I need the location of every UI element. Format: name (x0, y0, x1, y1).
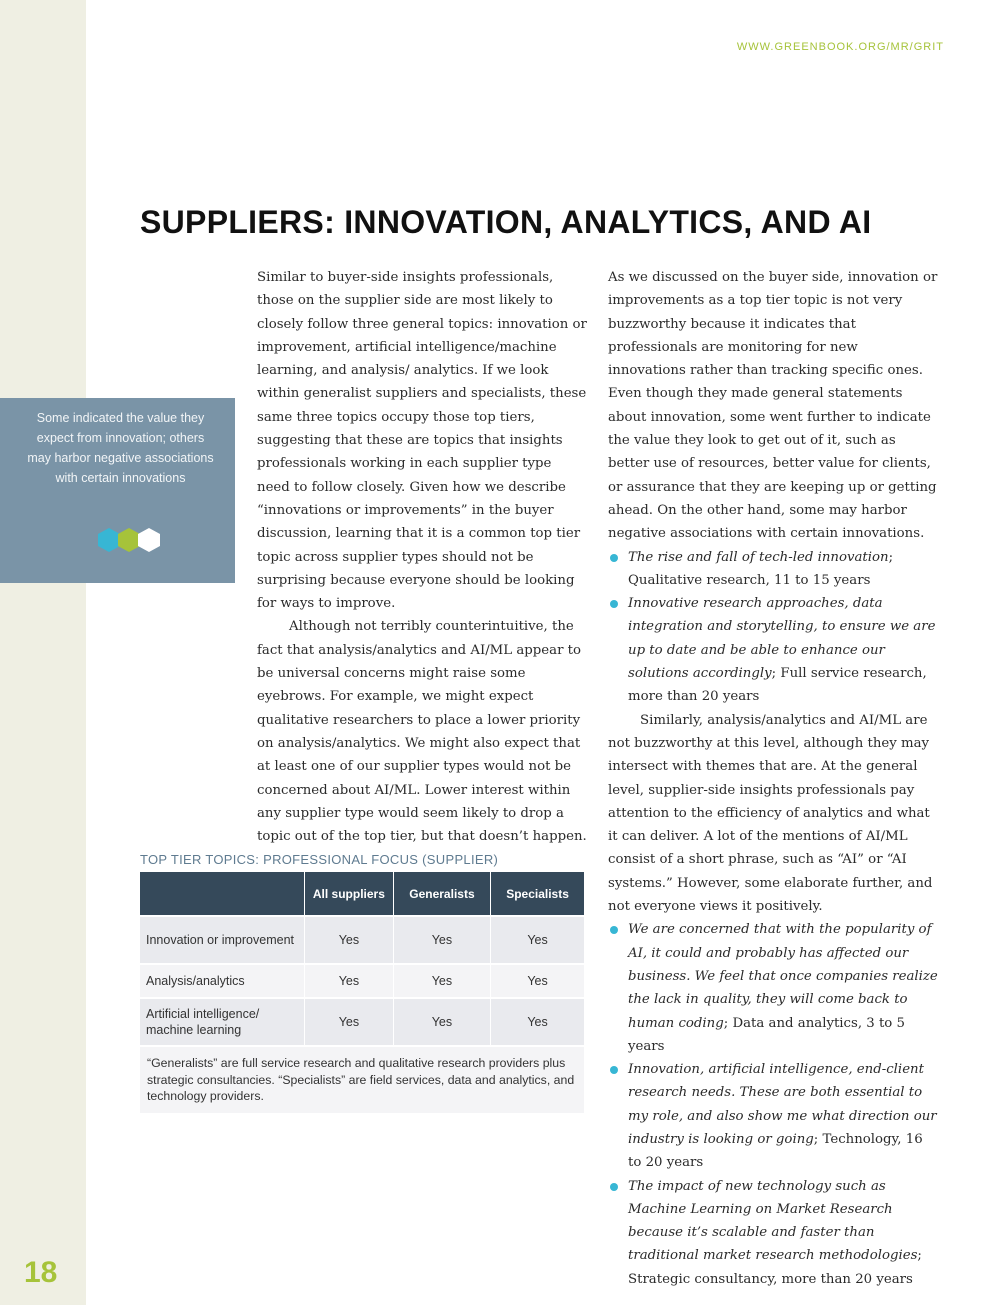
table-note: “Generalists” are full service research and qualitative research providers plus strategic consultancies. “Specialists” are field services, data and analytics, and technology providers. (140, 1046, 584, 1113)
table-title: TOP TIER TOPICS: PROFESSIONAL FOCUS (SUPPLIER) (140, 852, 499, 867)
bullet-icon (610, 1066, 618, 1074)
quote-attribution: ; Qualitative research, 11 to 15 years (628, 549, 894, 588)
page-title: SUPPLIERS: INNOVATION, ANALYTICS, AND AI (140, 204, 872, 240)
table-row (140, 998, 584, 1046)
table-cell: Yes (393, 964, 490, 998)
table-row (140, 964, 584, 998)
quote-attribution: ; Full service research, more than 20 years (628, 666, 927, 705)
table-header-cell: All suppliers (305, 872, 394, 916)
topics-table (140, 872, 584, 1113)
row-label: Artificial intelligence/ machine learning (140, 998, 305, 1046)
callout-text: Some indicated the value they expect from innovation; others may harbor negative associations with certain innovations (27, 411, 214, 485)
bullet-icon (610, 1183, 618, 1191)
table-row (140, 916, 584, 964)
right-text-column (608, 266, 938, 1291)
quote-item (608, 592, 938, 708)
page-number: 18 (24, 1256, 58, 1289)
green-hexagon-icon (118, 528, 140, 552)
table-header-cell: Generalists (393, 872, 490, 916)
quote-text: The impact of new technology such as Machine Learning on Market Research because it’s scalable and faster than traditional market research methodologies (628, 1178, 918, 1264)
table-cell: Yes (393, 998, 490, 1046)
row-label: Innovation or improvement (140, 916, 305, 964)
left-text-column (257, 266, 587, 848)
quote-list (608, 918, 938, 1291)
table-header-row (140, 872, 584, 916)
table-header-cell (140, 872, 305, 916)
blue-hexagon-icon (98, 528, 120, 552)
quote-item (608, 1175, 938, 1291)
table-note-row (140, 1046, 584, 1113)
hexagon-decoration (98, 528, 168, 558)
table-cell: Yes (491, 916, 584, 964)
table-header-cell: Specialists (491, 872, 584, 916)
table-cell: Yes (491, 998, 584, 1046)
quote-attribution: ; Data and analytics, 3 to 5 years (628, 1015, 905, 1054)
quote-item (608, 546, 938, 593)
quote-attribution: ; Strategic consultancy, more than 20 years (628, 1248, 922, 1287)
quote-list (608, 546, 938, 709)
row-label: Analysis/analytics (140, 964, 305, 998)
quote-item (608, 918, 938, 1058)
quote-item (608, 1058, 938, 1174)
left-margin-band (0, 0, 86, 1305)
quote-text: The rise and fall of tech-led innovation (628, 549, 889, 565)
quote-text: We are concerned that with the popularity of AI, it could and probably has affected our business. We feel that once companies realize the lack in quality, they will come back to human coding (628, 922, 938, 1031)
quote-attribution: ; Technology, 16 to 20 years (628, 1131, 923, 1171)
table-cell: Yes (305, 916, 394, 964)
table-cell: Yes (305, 998, 394, 1046)
paragraph: Similarly, analysis/analytics and AI/ML are not buzzworthy at this level, although they may intersect with themes that are. At the general level, supplier-side insights professionals pay attention to the efficiency of analytics and what it can deliver. A lot of the mentions of AI/ML consist of a short phrase, such as “AI” or “AI systems.” However, some elaborate further, and not everyone views it positively. (608, 712, 933, 915)
pull-quote-callout (0, 398, 235, 583)
quote-text: Innovation, artificial intelligence, end-client research needs. These are both essential to my role, and also show me what direction our industry is looking or going (628, 1062, 937, 1147)
bullet-icon (610, 600, 618, 608)
white-hexagon-icon (138, 528, 160, 552)
paragraph: Although not terribly counterintuitive, the fact that analysis/analytics and AI/ML appear to be universal concerns might raise some eyebrows. For example, we might expect qualitative researchers to place a lower priority on analysis/analytics. We might also expect that at least one of our supplier types would not be concerned about AI/ML. Lower interest within any supplier type would seem likely to drop a topic out of the top tier, but that doesn’t happen. (257, 619, 587, 845)
table-cell: Yes (491, 964, 584, 998)
bullet-icon (610, 554, 618, 562)
table-cell: Yes (305, 964, 394, 998)
bullet-icon (610, 926, 618, 934)
quote-text: Innovative research approaches, data integration and storytelling, to ensure we are up to date and be able to enhance our solutions accordingly (628, 596, 936, 682)
header-url[interactable]: WWW.GREENBOOK.ORG/MR/GRIT (736, 41, 944, 53)
paragraph: Similar to buyer-side insights professionals, those on the supplier side are most likely to closely follow three general topics: innovation or improvement, artificial intelligence/machine learning, and analysis/ analytics. If we look within generalist suppliers and specialists, these same three topics occupy those top tiers, suggesting that these are topics that insights professionals working in each supplier type need to follow closely. Given how we describe “innovations or improvements” in the buyer discussion, learning that it is a common top tier topic across supplier types should not be surprising because everyone should be looking for ways to improve. (257, 270, 587, 612)
paragraph: As we discussed on the buyer side, innovation or improvements as a top tier topic is not very buzzworthy because it indicates that professionals are monitoring for new innovations rather than tracking specific ones. Even though they made general statements about innovation, some went further to indicate the value they look to get out of it, such as better use of resources, better value for clients, or assurance that they are keeping up or getting ahead. On the other hand, some may harbor negative associations with certain innovations. (608, 270, 938, 542)
table-cell: Yes (393, 916, 490, 964)
